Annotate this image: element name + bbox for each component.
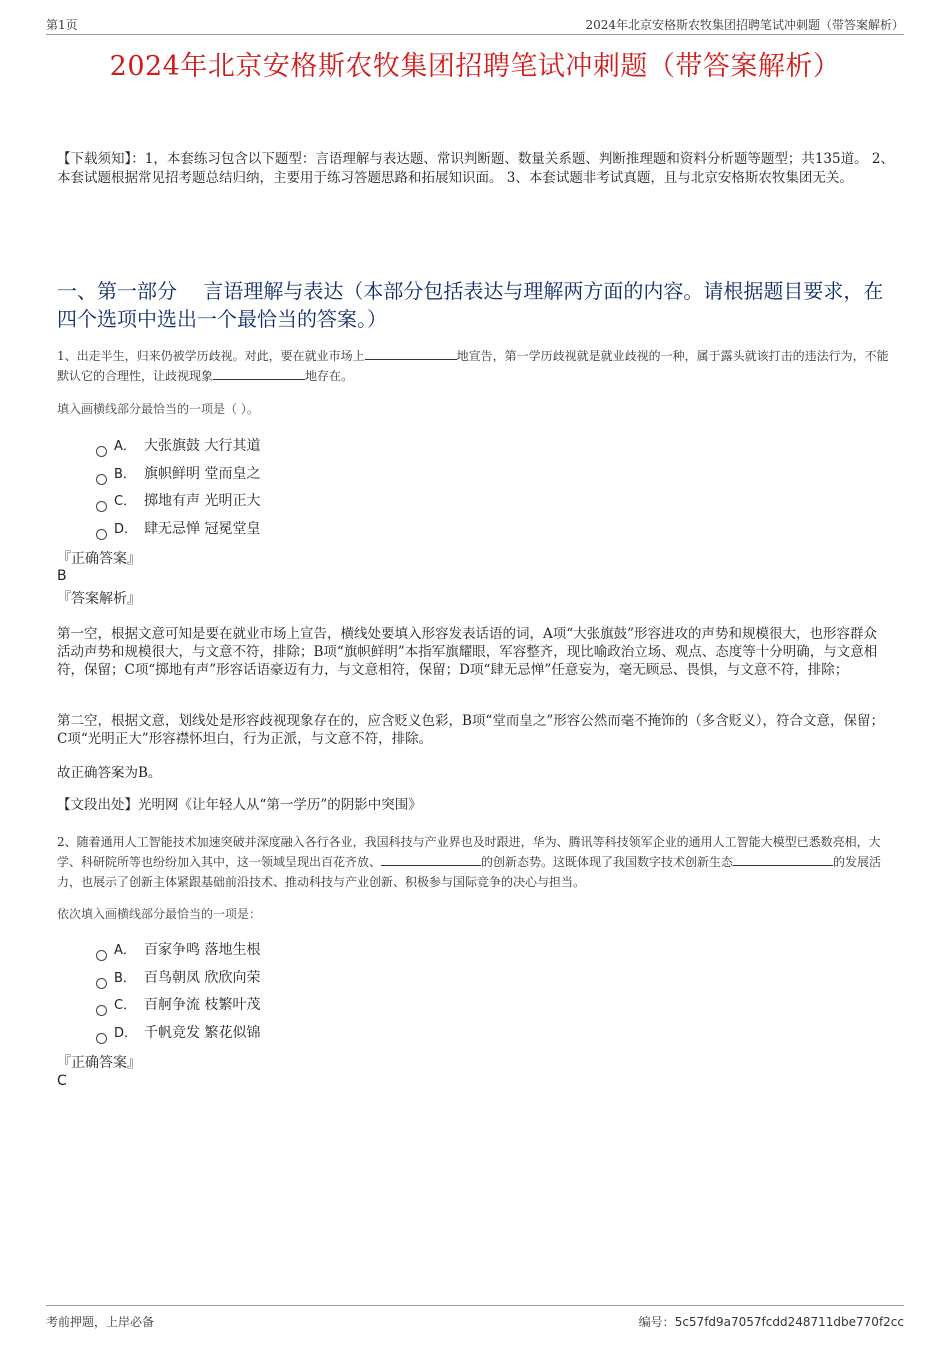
page-footer xyxy=(46,1305,904,1330)
page-header xyxy=(46,14,904,35)
analysis-paragraph-2: 第二空，根据文意，划线处是形容歧视现象存在的，应含贬义色彩，B项“堂而皇之”形容公然而毫不掩饰的（多含贬义），符合文意，保留；C项“光明正大”形容襟怀坦白，行为正派，与文意不符，排除。 xyxy=(57,713,884,747)
answer-value: B xyxy=(57,568,67,584)
footer-slogan: 考前押题，上岸必备 xyxy=(46,1315,155,1329)
answer-blank xyxy=(733,853,833,866)
question-1-text: 1、出走半生，归来仍被学历歧视。对此，要在就业市场上 地宣告，第一学历歧视就是就业歧视的一种，属于露头就该打击的违法行为，不能默认它的合理性，让歧视现象 地存在。 xyxy=(57,349,889,383)
option-c[interactable]: C． 掷地有声 光明正大 xyxy=(96,491,260,519)
option-a[interactable]: A． 大张旗鼓 大行其道 xyxy=(96,436,260,464)
download-notice: 【下载须知】：1，本套练习包含以下题型：言语理解与表达题、常识判断题、数量关系题、判断推理题和资料分析题等题型；共135道。 2、本套试题根据常见招考题总结归纳，主要用于练习答题思路和拓展知识面。 3、本套试题非考试真题，且与北京安格斯农牧集团无关。 xyxy=(57,151,894,186)
radio-button[interactable] xyxy=(96,950,107,961)
answer-blank xyxy=(381,853,481,866)
conclusion: 故正确答案为B。 xyxy=(57,765,162,781)
source-citation: 【文段出处】光明网《让年轻人从“第一学历”的阴影中突围》 xyxy=(57,797,422,813)
radio-button[interactable] xyxy=(96,1005,107,1016)
analysis-label: 『答案解析』 xyxy=(57,591,141,607)
answer-label: 『正确答案』 xyxy=(57,1055,141,1071)
option-d[interactable]: D． 肆无忌惮 冠冕堂皇 xyxy=(96,519,260,547)
answer-blank xyxy=(213,367,305,380)
option-a[interactable]: A． 百家争鸣 落地生根 xyxy=(96,940,260,968)
answer-label: 『正确答案』 xyxy=(57,551,141,567)
option-b[interactable]: B． 百鸟朝凤 欣欣向荣 xyxy=(96,968,260,996)
question-2-prompt: 依次填入画横线部分最恰当的一项是： xyxy=(57,907,262,921)
radio-button[interactable] xyxy=(96,446,107,457)
option-d[interactable]: D． 千帆竞发 繁花似锦 xyxy=(96,1023,260,1051)
question-2-options xyxy=(96,940,260,1050)
section-title: 一、第一部分 言语理解与表达（本部分包括表达与理解两方面的内容。请根据题目要求，在四个选项中选出一个最恰当的答案。） xyxy=(57,279,884,331)
header-doc-title: 2024年北京安格斯农牧集团招聘笔试冲刺题（带答案解析） xyxy=(585,18,904,32)
option-b[interactable]: B． 旗帜鲜明 堂而皇之 xyxy=(96,464,260,492)
option-c[interactable]: C． 百舸争流 枝繁叶茂 xyxy=(96,995,260,1023)
question-2-text: 2、随着通用人工智能技术加速突破并深度融入各行各业，我国科技与产业界也及时跟进，华为、腾讯等科技领军企业的通用人工智能大模型已悉数亮相，大学、科研院所等也纷纷加入其中，这一领域呈现出百花齐放、 的创新态势。这既体现了我国数字技术创新生态 的发展活力，也展示了创新主体紧跟基础前沿技术、推动科技与产业创新、积极参与国际竞争的决心与担当。 xyxy=(57,835,882,889)
page-number: 第1页 xyxy=(46,18,78,32)
analysis-paragraph-1: 第一空，根据文意可知是要在就业市场上宣告，横线处要填入形容发表话语的词，A项“大张旗鼓”形容进攻的声势和规模很大，也形容群众活动声势和规模很大，与文意不符，排除；B项“旗帜鲜明”本指军旗耀眼，军容整齐，现比喻政治立场、观点、态度等十分明确，与文意相符，保留；C项“掷地有声”形容话语豪迈有力，与文意相符，保留；D项“肆无忌惮”任意妄为，毫无顾忌、畏惧，与文意不符，排除； xyxy=(57,626,878,678)
radio-button[interactable] xyxy=(96,529,107,540)
radio-button[interactable] xyxy=(96,1033,107,1044)
radio-button[interactable] xyxy=(96,474,107,485)
document-title: 2024年北京安格斯农牧集团招聘笔试冲刺题（带答案解析） xyxy=(109,51,841,82)
document-code: 编号：5c57fd9a7057fcdd248711dbe770f2cc xyxy=(638,1315,904,1329)
answer-value: C xyxy=(57,1073,67,1089)
question-1-prompt: 填入画横线部分最恰当的一项是（ ）。 xyxy=(57,402,259,416)
question-1-options xyxy=(96,436,260,546)
answer-blank xyxy=(365,347,457,360)
radio-button[interactable] xyxy=(96,978,107,989)
radio-button[interactable] xyxy=(96,501,107,512)
